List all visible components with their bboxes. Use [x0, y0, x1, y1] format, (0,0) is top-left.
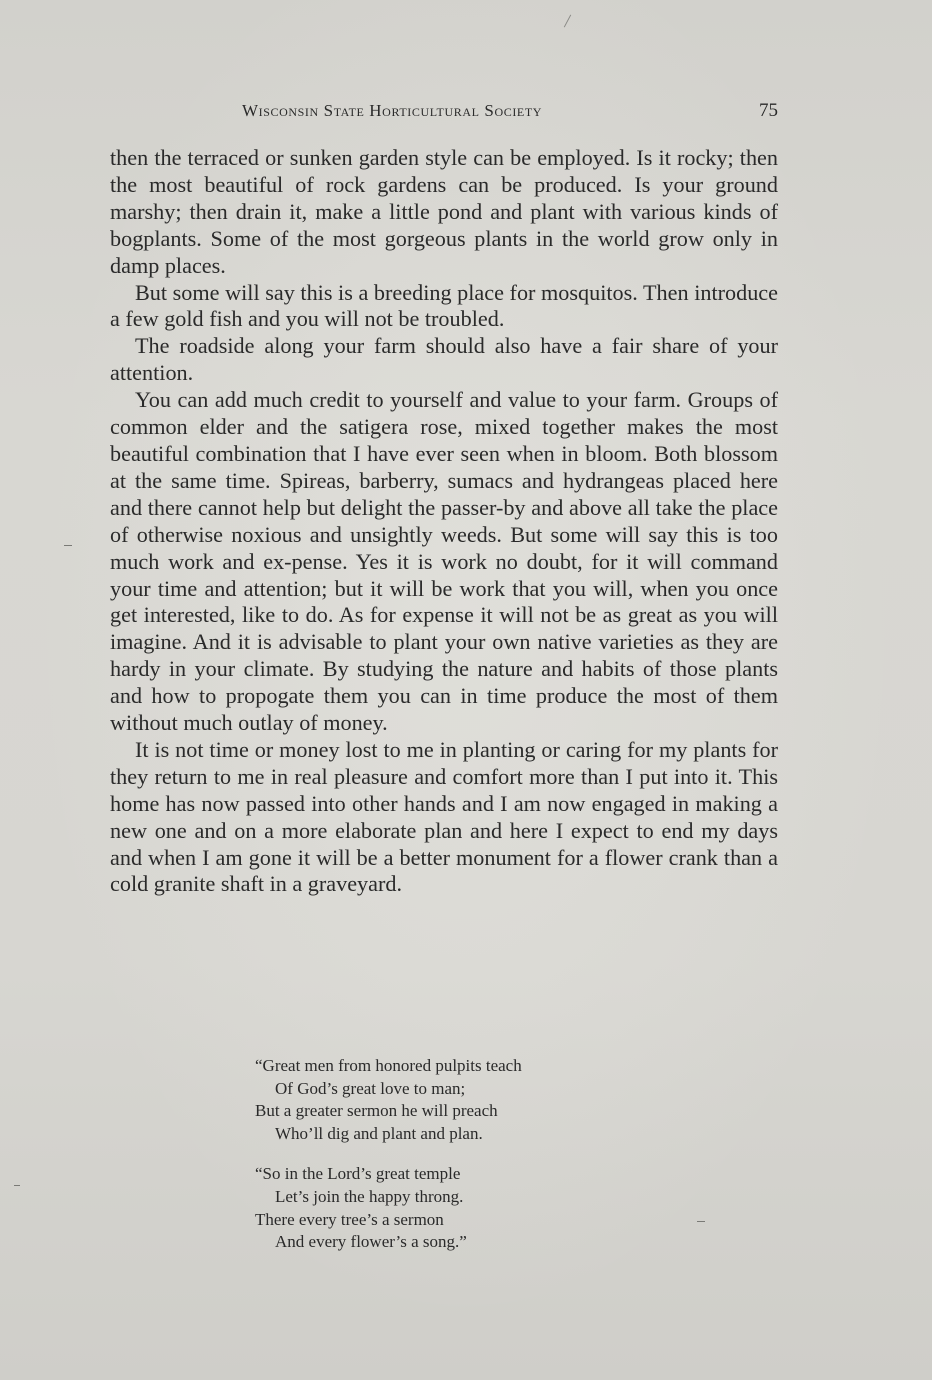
closing-poem: [255, 1055, 675, 1272]
running-header: [110, 98, 778, 124]
paragraph: It is not time or money lost to me in planting or caring for my plants for they return to me in real pleasure and comfort more than I put into it. This home has now passed into other hands and I am now engaged in making a new one and on a more elaborate plan and here I expect to end my days and when I am gone it will be a better monument for a flower crank than a cold granite shaft in a graveyard.: [110, 736, 778, 897]
poem-line: “So in the Lord’s great temple: [255, 1164, 461, 1184]
scan-speck: [564, 15, 571, 28]
poem-line: Who’ll dig and plant and plan.: [275, 1123, 483, 1143]
scan-speck: [64, 545, 72, 546]
scan-speck: [697, 1221, 705, 1222]
poem-line: Let’s join the happy throng.: [275, 1186, 464, 1206]
poem-line: And every flower’s a song.”: [275, 1232, 467, 1252]
page-number: 75: [759, 100, 778, 121]
poem-line: “Great men from honored pulpits teach: [255, 1056, 522, 1075]
paragraph-continued: then the terraced or sunken garden style can be employed. Is it rocky; then the most beautiful of rock gardens can be produced. Is your ground marshy; then drain it, make a little pond and plant with various kinds of bogplants. Some of the most gorgeous plants in the world grow only in damp places.: [110, 145, 778, 278]
paragraph: You can add much credit to yourself and value to your farm. Groups of common elder and the satigera rose, mixed together makes the most beautiful combination that I have ever seen when in bloom. Both blossom at the same time. Spireas, barberry, sumacs and hydrangeas placed here and there cannot help but delight the passer-by and above all take the place of otherwise noxious and unsightly weeds. But some will say this is too much work and ex-pense. Yes it is work no doubt, for it will command your time and attention; but it will be work that you will, when you once get interested, like to do. As for expense it will not be as great as you will imagine. And it is advisable to plant your own native varieties as they are hardy in your climate. By studying the nature and habits of those plants and how to propogate them you can in time produce the most of them without much outlay of money.: [110, 387, 778, 736]
poem-stanza: [255, 1055, 675, 1145]
paragraph: But some will say this is a breeding place for mosquitos. Then introduce a few gold fish and you will not be troubled.: [110, 279, 778, 332]
scan-speck: [14, 1185, 20, 1186]
article-body: [110, 145, 778, 898]
poem-line: But a greater sermon he will preach: [255, 1101, 498, 1121]
poem-line: Of God’s great love to man;: [275, 1078, 466, 1098]
poem-stanza: [255, 1163, 675, 1253]
paragraph: The roadside along your farm should also have a fair share of your attention.: [110, 333, 778, 386]
journal-title: Wisconsin State Horticultural Society: [242, 101, 543, 120]
poem-line: There every tree’s a sermon: [255, 1209, 444, 1229]
